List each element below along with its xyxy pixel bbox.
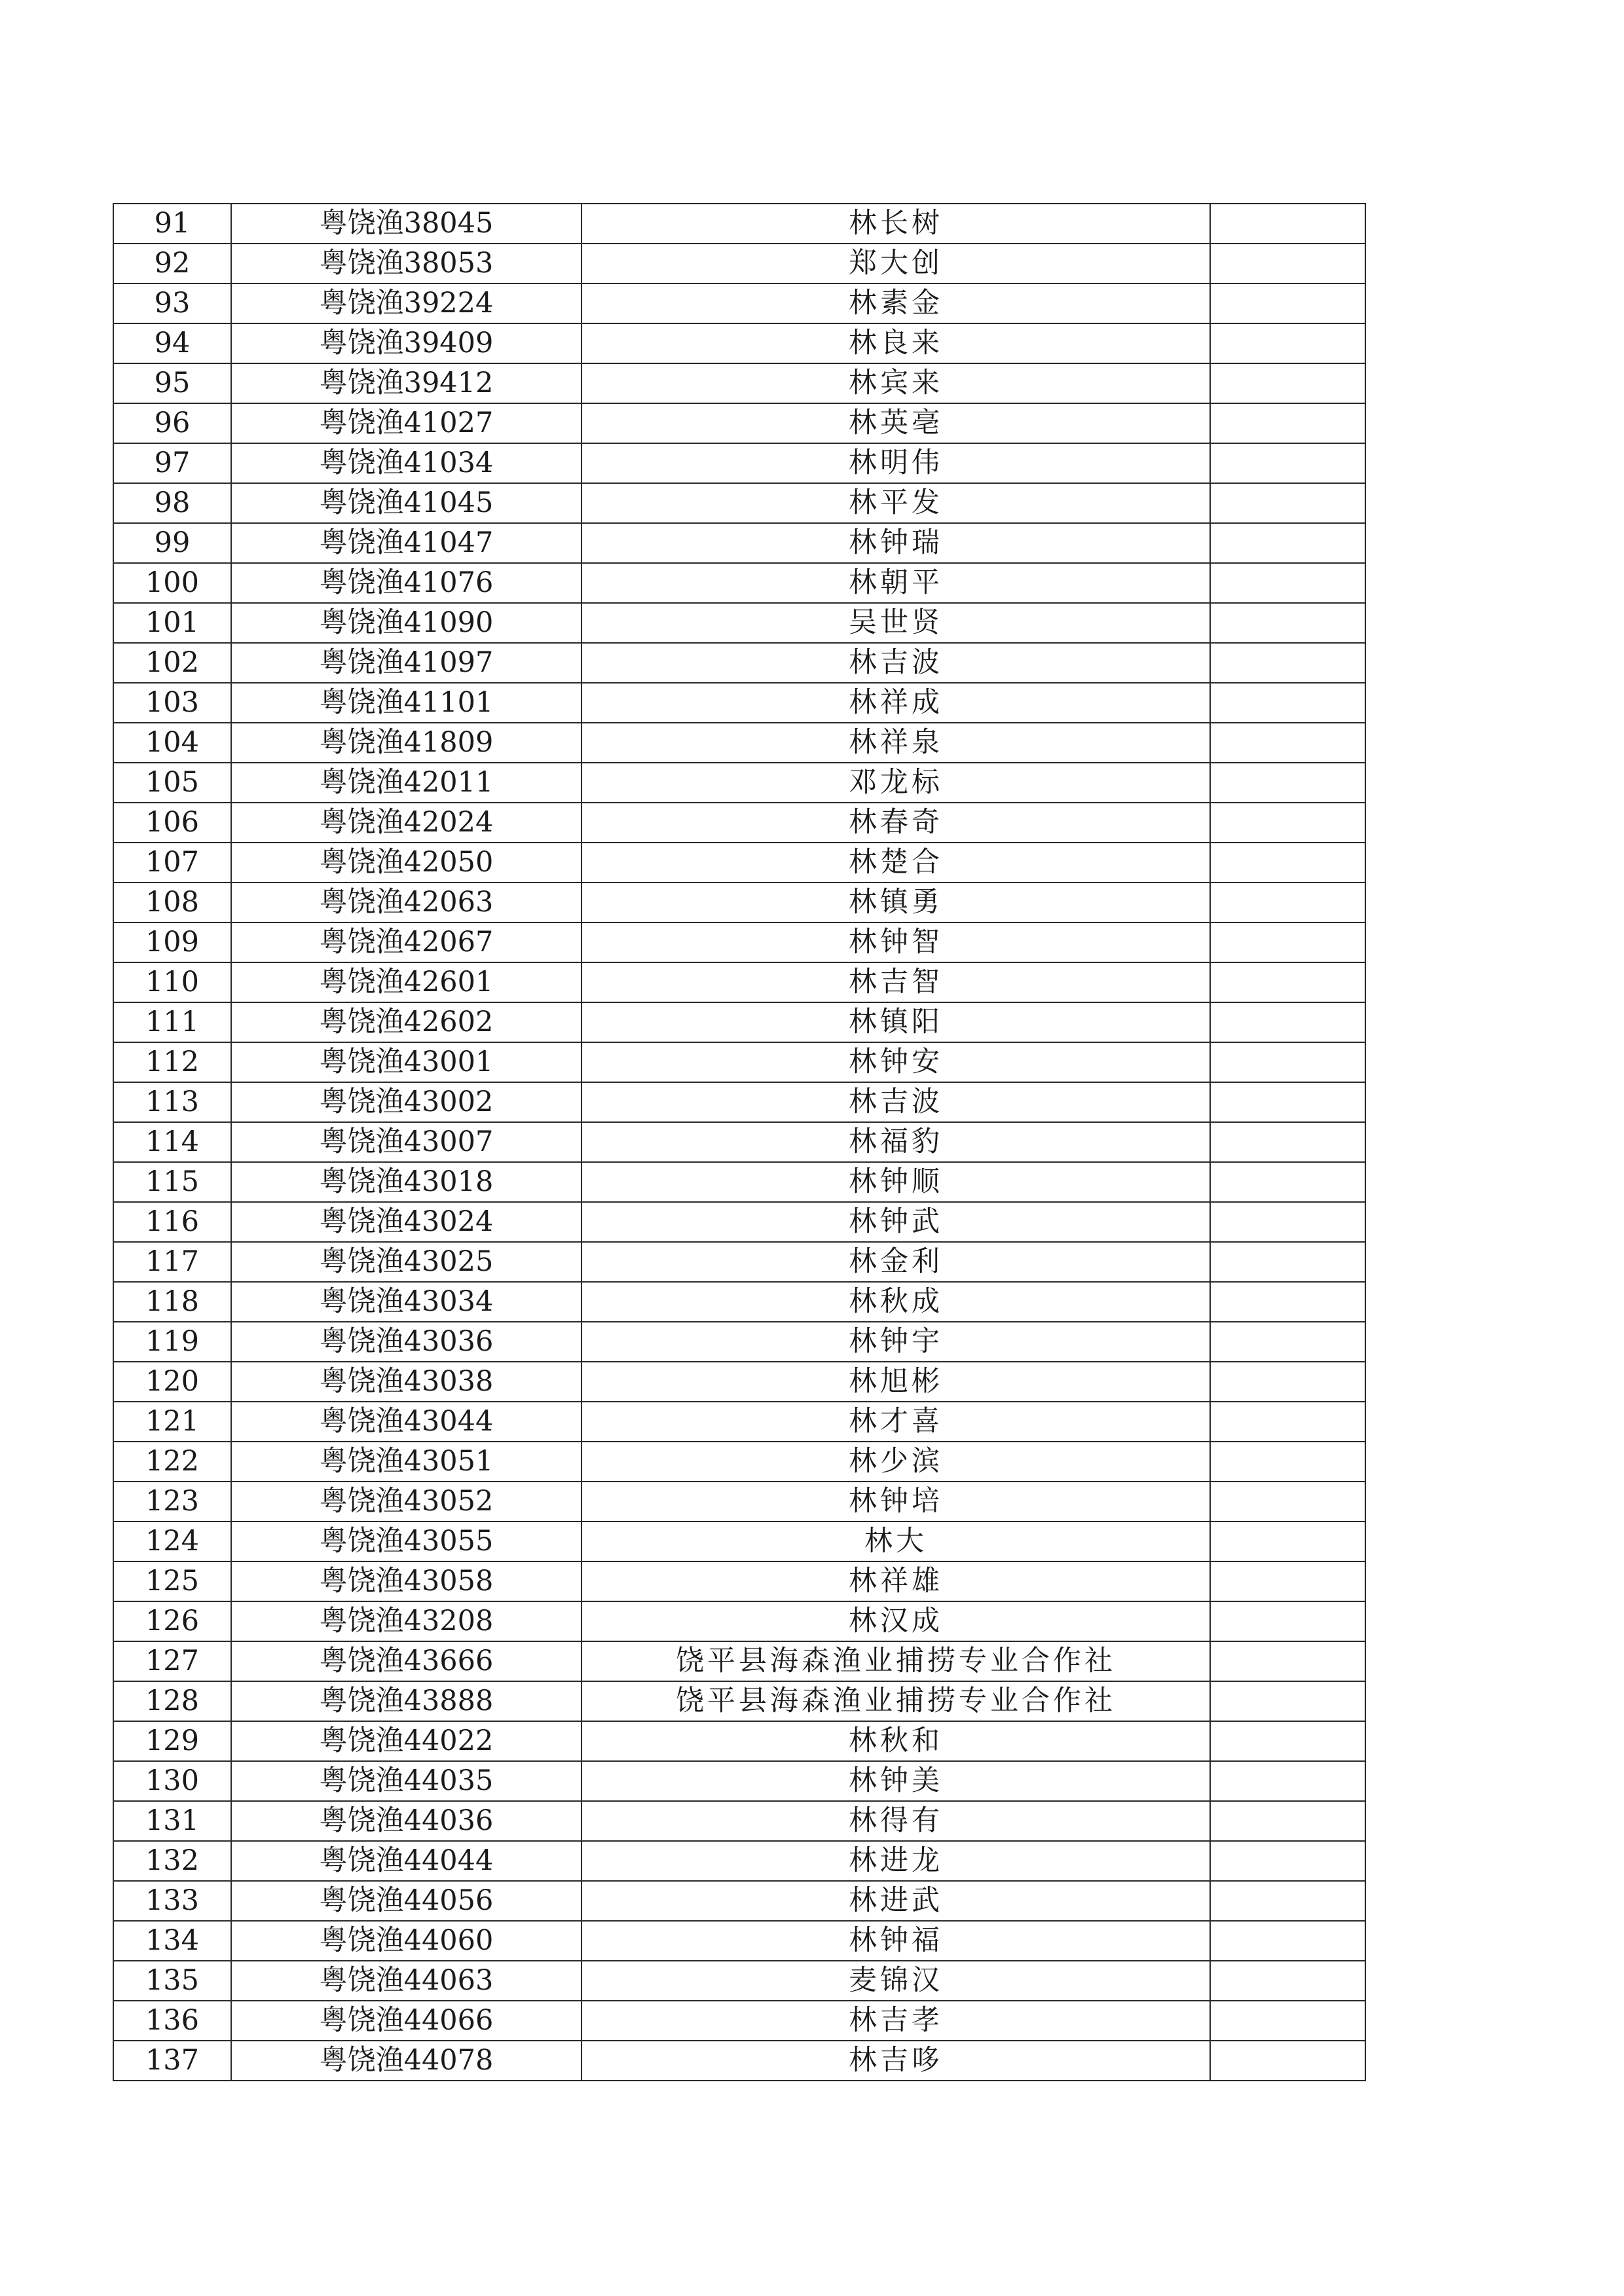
table-row — [113, 1522, 1365, 1561]
remark-cell — [1210, 1522, 1365, 1561]
remark-cell — [1210, 403, 1365, 443]
table-row — [113, 1362, 1365, 1402]
table-row — [113, 1242, 1365, 1282]
owner-name-cell: 林钟武 — [581, 1202, 1210, 1242]
data-table — [113, 203, 1366, 2081]
vessel-number-cell: 粤饶渔43666 — [231, 1641, 581, 1681]
remark-cell — [1210, 1961, 1365, 2001]
remark-cell — [1210, 563, 1365, 603]
vessel-number-cell: 粤饶渔44022 — [231, 1721, 581, 1761]
table-row — [113, 962, 1365, 1002]
owner-name-cell: 林明伟 — [581, 443, 1210, 483]
table-row — [113, 1322, 1365, 1362]
row-number-cell: 103 — [113, 683, 231, 723]
owner-name-cell: 林春奇 — [581, 803, 1210, 843]
row-number-cell: 123 — [113, 1482, 231, 1522]
table-row — [113, 723, 1365, 763]
vessel-number-cell: 粤饶渔42602 — [231, 1002, 581, 1042]
vessel-number-cell: 粤饶渔42050 — [231, 843, 581, 883]
owner-name-cell: 林汉成 — [581, 1601, 1210, 1641]
table-row — [113, 1282, 1365, 1322]
owner-name-cell: 林楚合 — [581, 843, 1210, 883]
remark-cell — [1210, 1362, 1365, 1402]
vessel-number-cell: 粤饶渔38053 — [231, 244, 581, 283]
row-number-cell: 114 — [113, 1122, 231, 1162]
owner-name-cell: 林镇勇 — [581, 883, 1210, 922]
remark-cell — [1210, 803, 1365, 843]
row-number-cell: 117 — [113, 1242, 231, 1282]
owner-name-cell: 林钟福 — [581, 1921, 1210, 1961]
vessel-list-table — [113, 203, 1365, 2081]
row-number-cell: 105 — [113, 763, 231, 803]
vessel-number-cell: 粤饶渔42601 — [231, 962, 581, 1002]
owner-name-cell: 林钟宇 — [581, 1322, 1210, 1362]
remark-cell — [1210, 763, 1365, 803]
remark-cell — [1210, 483, 1365, 523]
row-number-cell: 95 — [113, 363, 231, 403]
remark-cell — [1210, 443, 1365, 483]
owner-name-cell: 林钟安 — [581, 1042, 1210, 1082]
vessel-number-cell: 粤饶渔39412 — [231, 363, 581, 403]
owner-name-cell: 林钟智 — [581, 922, 1210, 962]
row-number-cell: 108 — [113, 883, 231, 922]
remark-cell — [1210, 1322, 1365, 1362]
owner-name-cell: 林吉智 — [581, 962, 1210, 1002]
owner-name-cell: 林才喜 — [581, 1402, 1210, 1442]
table-row — [113, 323, 1365, 363]
row-number-cell: 102 — [113, 643, 231, 683]
owner-name-cell: 林福豹 — [581, 1122, 1210, 1162]
owner-name-cell: 林金利 — [581, 1242, 1210, 1282]
row-number-cell: 111 — [113, 1002, 231, 1042]
remark-cell — [1210, 1122, 1365, 1162]
vessel-number-cell: 粤饶渔41047 — [231, 523, 581, 563]
owner-name-cell: 林得有 — [581, 1801, 1210, 1841]
table-row — [113, 244, 1365, 283]
vessel-number-cell: 粤饶渔43007 — [231, 1122, 581, 1162]
vessel-number-cell: 粤饶渔44036 — [231, 1801, 581, 1841]
vessel-number-cell: 粤饶渔41090 — [231, 603, 581, 643]
row-number-cell: 97 — [113, 443, 231, 483]
vessel-number-cell: 粤饶渔43024 — [231, 1202, 581, 1242]
vessel-number-cell: 粤饶渔43025 — [231, 1242, 581, 1282]
owner-name-cell: 林良来 — [581, 323, 1210, 363]
row-number-cell: 124 — [113, 1522, 231, 1561]
remark-cell — [1210, 1681, 1365, 1721]
owner-name-cell: 林钟顺 — [581, 1162, 1210, 1202]
table-row — [113, 1202, 1365, 1242]
table-row — [113, 1482, 1365, 1522]
row-number-cell: 128 — [113, 1681, 231, 1721]
remark-cell — [1210, 883, 1365, 922]
table-row — [113, 1442, 1365, 1482]
table-row — [113, 1761, 1365, 1801]
remark-cell — [1210, 1442, 1365, 1482]
owner-name-cell: 林大 — [581, 1522, 1210, 1561]
table-row — [113, 1921, 1365, 1961]
vessel-number-cell: 粤饶渔43036 — [231, 1322, 581, 1362]
row-number-cell: 118 — [113, 1282, 231, 1322]
row-number-cell: 135 — [113, 1961, 231, 2001]
row-number-cell: 115 — [113, 1162, 231, 1202]
remark-cell — [1210, 1561, 1365, 1601]
vessel-number-cell: 粤饶渔41027 — [231, 403, 581, 443]
row-number-cell: 122 — [113, 1442, 231, 1482]
owner-name-cell: 林进龙 — [581, 1841, 1210, 1881]
table-row — [113, 1122, 1365, 1162]
table-row — [113, 803, 1365, 843]
table-row — [113, 1002, 1365, 1042]
vessel-number-cell: 粤饶渔39409 — [231, 323, 581, 363]
remark-cell — [1210, 1042, 1365, 1082]
remark-cell — [1210, 1721, 1365, 1761]
vessel-number-cell: 粤饶渔39224 — [231, 283, 581, 323]
table-row — [113, 2041, 1365, 2081]
remark-cell — [1210, 922, 1365, 962]
row-number-cell: 131 — [113, 1801, 231, 1841]
owner-name-cell: 林宾来 — [581, 363, 1210, 403]
remark-cell — [1210, 2001, 1365, 2041]
row-number-cell: 101 — [113, 603, 231, 643]
row-number-cell: 99 — [113, 523, 231, 563]
owner-name-cell: 林吉波 — [581, 1082, 1210, 1122]
row-number-cell: 98 — [113, 483, 231, 523]
remark-cell — [1210, 962, 1365, 1002]
vessel-number-cell: 粤饶渔43208 — [231, 1601, 581, 1641]
table-row — [113, 922, 1365, 962]
vessel-number-cell: 粤饶渔42011 — [231, 763, 581, 803]
remark-cell — [1210, 1482, 1365, 1522]
row-number-cell: 126 — [113, 1601, 231, 1641]
vessel-number-cell: 粤饶渔38045 — [231, 204, 581, 244]
owner-name-cell: 林镇阳 — [581, 1002, 1210, 1042]
remark-cell — [1210, 1162, 1365, 1202]
table-row — [113, 883, 1365, 922]
owner-name-cell: 林祥泉 — [581, 723, 1210, 763]
row-number-cell: 113 — [113, 1082, 231, 1122]
remark-cell — [1210, 1082, 1365, 1122]
table-row — [113, 603, 1365, 643]
table-row — [113, 563, 1365, 603]
owner-name-cell: 林祥成 — [581, 683, 1210, 723]
row-number-cell: 104 — [113, 723, 231, 763]
table-row — [113, 283, 1365, 323]
owner-name-cell: 林吉哆 — [581, 2041, 1210, 2081]
owner-name-cell: 林素金 — [581, 283, 1210, 323]
vessel-number-cell: 粤饶渔41034 — [231, 443, 581, 483]
owner-name-cell: 邓龙标 — [581, 763, 1210, 803]
table-row — [113, 763, 1365, 803]
remark-cell — [1210, 1601, 1365, 1641]
table-row — [113, 2001, 1365, 2041]
remark-cell — [1210, 1881, 1365, 1921]
row-number-cell: 93 — [113, 283, 231, 323]
row-number-cell: 92 — [113, 244, 231, 283]
vessel-number-cell: 粤饶渔41045 — [231, 483, 581, 523]
remark-cell — [1210, 1841, 1365, 1881]
table-row — [113, 643, 1365, 683]
table-row — [113, 204, 1365, 244]
table-row — [113, 1961, 1365, 2001]
row-number-cell: 127 — [113, 1641, 231, 1681]
owner-name-cell: 林朝平 — [581, 563, 1210, 603]
remark-cell — [1210, 323, 1365, 363]
remark-cell — [1210, 603, 1365, 643]
remark-cell — [1210, 1282, 1365, 1322]
owner-name-cell: 林钟瑞 — [581, 523, 1210, 563]
owner-name-cell: 郑大创 — [581, 244, 1210, 283]
remark-cell — [1210, 1921, 1365, 1961]
row-number-cell: 107 — [113, 843, 231, 883]
owner-name-cell: 林钟美 — [581, 1761, 1210, 1801]
table-row — [113, 1801, 1365, 1841]
table-row — [113, 843, 1365, 883]
table-row — [113, 1641, 1365, 1681]
remark-cell — [1210, 1402, 1365, 1442]
row-number-cell: 136 — [113, 2001, 231, 2041]
vessel-number-cell: 粤饶渔44056 — [231, 1881, 581, 1921]
vessel-number-cell: 粤饶渔44078 — [231, 2041, 581, 2081]
vessel-number-cell: 粤饶渔43018 — [231, 1162, 581, 1202]
owner-name-cell: 林长树 — [581, 204, 1210, 244]
owner-name-cell: 林吉波 — [581, 643, 1210, 683]
owner-name-cell: 饶平县海森渔业捕捞专业合作社 — [581, 1641, 1210, 1681]
row-number-cell: 94 — [113, 323, 231, 363]
remark-cell — [1210, 1242, 1365, 1282]
vessel-number-cell: 粤饶渔43058 — [231, 1561, 581, 1601]
row-number-cell: 134 — [113, 1921, 231, 1961]
row-number-cell: 132 — [113, 1841, 231, 1881]
remark-cell — [1210, 1202, 1365, 1242]
remark-cell — [1210, 723, 1365, 763]
owner-name-cell: 林英亳 — [581, 403, 1210, 443]
table-row — [113, 1082, 1365, 1122]
owner-name-cell: 林秋成 — [581, 1282, 1210, 1322]
vessel-number-cell: 粤饶渔42063 — [231, 883, 581, 922]
owner-name-cell: 林平发 — [581, 483, 1210, 523]
owner-name-cell: 林旭彬 — [581, 1362, 1210, 1402]
row-number-cell: 125 — [113, 1561, 231, 1601]
vessel-number-cell: 粤饶渔41101 — [231, 683, 581, 723]
owner-name-cell: 饶平县海森渔业捕捞专业合作社 — [581, 1681, 1210, 1721]
table-row — [113, 1681, 1365, 1721]
row-number-cell: 110 — [113, 962, 231, 1002]
remark-cell — [1210, 643, 1365, 683]
vessel-number-cell: 粤饶渔44044 — [231, 1841, 581, 1881]
table-row — [113, 363, 1365, 403]
owner-name-cell: 吴世贤 — [581, 603, 1210, 643]
vessel-number-cell: 粤饶渔41097 — [231, 643, 581, 683]
remark-cell — [1210, 523, 1365, 563]
remark-cell — [1210, 1801, 1365, 1841]
row-number-cell: 106 — [113, 803, 231, 843]
vessel-number-cell: 粤饶渔44035 — [231, 1761, 581, 1801]
row-number-cell: 96 — [113, 403, 231, 443]
vessel-number-cell: 粤饶渔43002 — [231, 1082, 581, 1122]
vessel-number-cell: 粤饶渔44060 — [231, 1921, 581, 1961]
vessel-number-cell: 粤饶渔41809 — [231, 723, 581, 763]
table-row — [113, 523, 1365, 563]
table-row — [113, 1402, 1365, 1442]
vessel-number-cell: 粤饶渔43034 — [231, 1282, 581, 1322]
vessel-number-cell: 粤饶渔44066 — [231, 2001, 581, 2041]
row-number-cell: 133 — [113, 1881, 231, 1921]
owner-name-cell: 林秋和 — [581, 1721, 1210, 1761]
table-row — [113, 443, 1365, 483]
remark-cell — [1210, 683, 1365, 723]
vessel-number-cell: 粤饶渔43052 — [231, 1482, 581, 1522]
table-body — [113, 204, 1365, 2081]
remark-cell — [1210, 2041, 1365, 2081]
owner-name-cell: 麦锦汉 — [581, 1961, 1210, 2001]
vessel-number-cell: 粤饶渔43044 — [231, 1402, 581, 1442]
row-number-cell: 91 — [113, 204, 231, 244]
remark-cell — [1210, 1761, 1365, 1801]
vessel-number-cell: 粤饶渔42024 — [231, 803, 581, 843]
vessel-number-cell: 粤饶渔43888 — [231, 1681, 581, 1721]
owner-name-cell: 林吉孝 — [581, 2001, 1210, 2041]
remark-cell — [1210, 244, 1365, 283]
table-row — [113, 1841, 1365, 1881]
table-row — [113, 1042, 1365, 1082]
row-number-cell: 129 — [113, 1721, 231, 1761]
remark-cell — [1210, 1641, 1365, 1681]
owner-name-cell: 林少滨 — [581, 1442, 1210, 1482]
remark-cell — [1210, 1002, 1365, 1042]
row-number-cell: 100 — [113, 563, 231, 603]
table-row — [113, 1162, 1365, 1202]
vessel-number-cell: 粤饶渔43051 — [231, 1442, 581, 1482]
row-number-cell: 119 — [113, 1322, 231, 1362]
vessel-number-cell: 粤饶渔43038 — [231, 1362, 581, 1402]
vessel-number-cell: 粤饶渔44063 — [231, 1961, 581, 2001]
row-number-cell: 137 — [113, 2041, 231, 2081]
row-number-cell: 109 — [113, 922, 231, 962]
vessel-number-cell: 粤饶渔43055 — [231, 1522, 581, 1561]
table-row — [113, 1601, 1365, 1641]
vessel-number-cell: 粤饶渔43001 — [231, 1042, 581, 1082]
remark-cell — [1210, 283, 1365, 323]
remark-cell — [1210, 363, 1365, 403]
table-row — [113, 403, 1365, 443]
vessel-number-cell: 粤饶渔42067 — [231, 922, 581, 962]
remark-cell — [1210, 843, 1365, 883]
row-number-cell: 112 — [113, 1042, 231, 1082]
table-row — [113, 1881, 1365, 1921]
owner-name-cell: 林祥雄 — [581, 1561, 1210, 1601]
table-row — [113, 1721, 1365, 1761]
remark-cell — [1210, 204, 1365, 244]
table-row — [113, 1561, 1365, 1601]
owner-name-cell: 林钟培 — [581, 1482, 1210, 1522]
table-row — [113, 483, 1365, 523]
row-number-cell: 130 — [113, 1761, 231, 1801]
row-number-cell: 116 — [113, 1202, 231, 1242]
row-number-cell: 120 — [113, 1362, 231, 1402]
table-row — [113, 683, 1365, 723]
owner-name-cell: 林进武 — [581, 1881, 1210, 1921]
vessel-number-cell: 粤饶渔41076 — [231, 563, 581, 603]
row-number-cell: 121 — [113, 1402, 231, 1442]
